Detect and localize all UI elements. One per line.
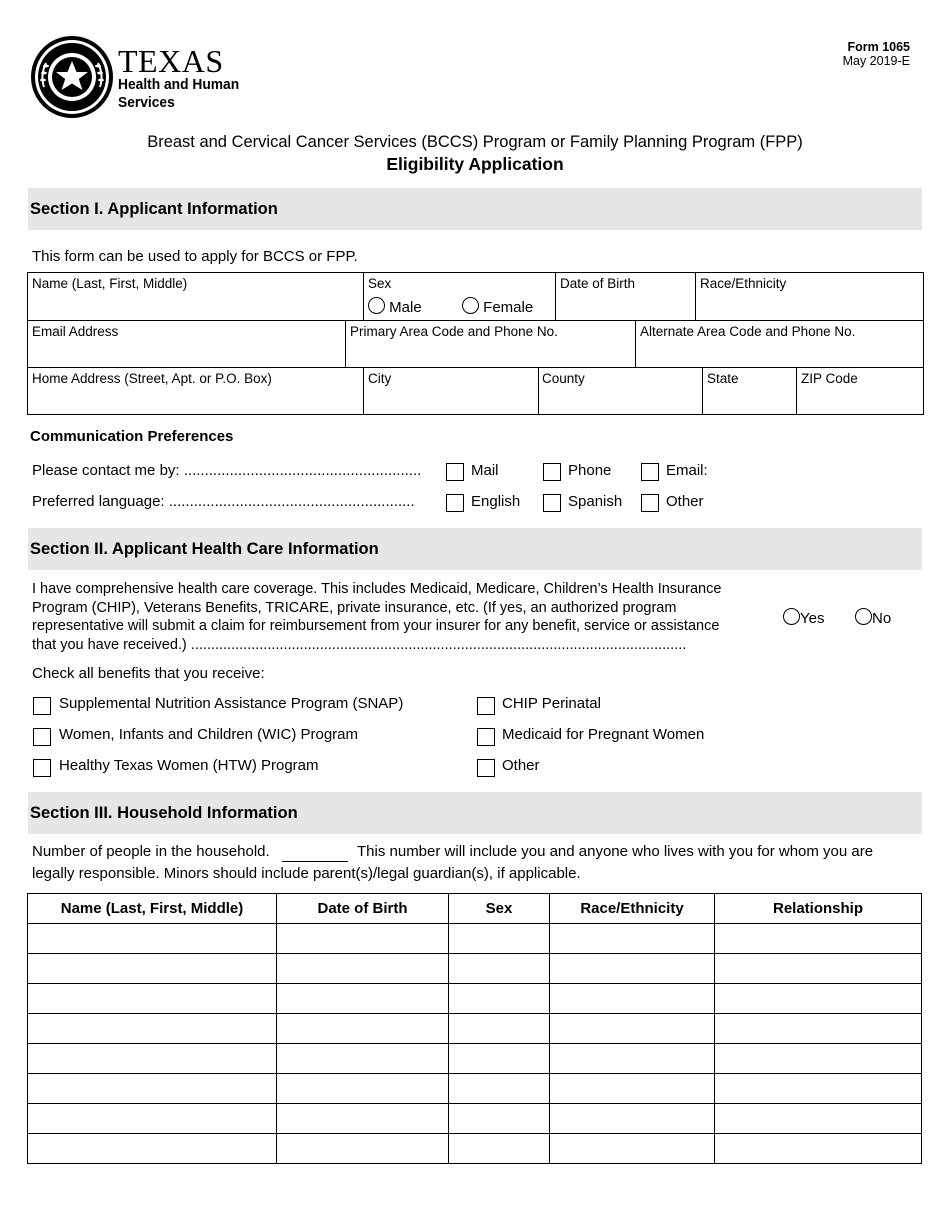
benefit-chip-perinatal-checkbox[interactable]	[477, 697, 495, 715]
male-label: Male	[389, 299, 422, 316]
table-cell[interactable]	[449, 954, 550, 984]
contact-mail-checkbox[interactable]	[446, 463, 464, 481]
table-cell[interactable]	[277, 1044, 449, 1074]
table-cell[interactable]	[28, 924, 277, 954]
coverage-yes-option[interactable]	[783, 608, 824, 627]
table-cell[interactable]	[449, 1074, 550, 1104]
female-label: Female	[483, 299, 534, 316]
table-cell[interactable]	[550, 924, 715, 954]
form-id	[843, 40, 910, 68]
section-1-intro: This form can be used to apply for BCCS or FPP.	[32, 248, 358, 265]
table-row	[28, 1104, 922, 1134]
table-cell[interactable]	[277, 984, 449, 1014]
contact-mail-label: Mail	[471, 462, 499, 479]
table-cell[interactable]	[449, 1044, 550, 1074]
language-other-label: Other	[666, 493, 704, 510]
benefit-medicaid-pregnant-checkbox[interactable]	[477, 728, 495, 746]
language-other-checkbox[interactable]	[641, 494, 659, 512]
table-cell[interactable]	[550, 1074, 715, 1104]
household-count-suffix: This number will include you and anyone who lives with you for whom you are	[357, 843, 874, 860]
table-cell[interactable]	[277, 1014, 449, 1044]
table-cell[interactable]	[449, 1014, 550, 1044]
household-note: legally responsible. Minors should include parent(s)/legal guardian(s), if applicable.	[32, 865, 581, 882]
email-field-label: Email Address	[32, 324, 119, 339]
section-3-header	[28, 792, 922, 834]
table-cell[interactable]	[277, 1074, 449, 1104]
communication-preferences-heading: Communication Preferences	[30, 428, 234, 445]
contact-phone-label: Phone	[568, 462, 612, 479]
table-cell[interactable]	[715, 954, 922, 984]
benefit-htw-checkbox[interactable]	[33, 759, 51, 777]
benefit-snap-label: Supplemental Nutrition Assistance Program (SNAP)	[59, 695, 404, 712]
benefit-wic-checkbox[interactable]	[33, 728, 51, 746]
contact-phone-checkbox[interactable]	[543, 463, 561, 481]
agency-logo-text	[118, 43, 250, 112]
table-row	[28, 1134, 922, 1164]
section-2-title: Section II. Applicant Health Care Information	[30, 540, 379, 558]
table-cell[interactable]	[28, 1074, 277, 1104]
sex-female-option[interactable]	[462, 297, 533, 316]
household-count-input[interactable]	[282, 861, 348, 862]
logo-line-services: Services	[118, 94, 175, 111]
table-cell[interactable]	[449, 1134, 550, 1164]
table-cell[interactable]	[28, 954, 277, 984]
document-title: Breast and Cervical Cancer Services (BCCS) Program or Family Planning Program (FPP)	[147, 133, 803, 151]
table-header-row	[28, 894, 922, 924]
texas-seal-logo	[30, 35, 114, 119]
table-cell[interactable]	[715, 1074, 922, 1104]
coverage-yes-radio[interactable]	[783, 608, 800, 625]
coverage-statement	[32, 580, 721, 654]
document-subtitle: Eligibility Application	[386, 154, 564, 174]
applicant-info-grid	[27, 272, 924, 415]
form-number: Form 1065	[847, 40, 910, 54]
table-cell[interactable]	[550, 954, 715, 984]
table-cell[interactable]	[277, 954, 449, 984]
column-header-sex: Sex	[449, 894, 550, 924]
logo-line-hhs: Health and Human	[118, 76, 240, 93]
home-address-label: Home Address (Street, Apt. or P.O. Box)	[32, 371, 272, 386]
table-cell[interactable]	[449, 924, 550, 954]
coverage-line: representative will submit a claim for reimbursement from your insurer for any benefit, service or assistance	[32, 618, 720, 634]
city-label: City	[368, 371, 392, 386]
name-field-label: Name (Last, First, Middle)	[32, 276, 188, 291]
table-cell[interactable]	[277, 1104, 449, 1134]
coverage-line: that you have received.) ...........................................................................................................................	[32, 636, 687, 653]
table-cell[interactable]	[550, 1044, 715, 1074]
table-cell[interactable]	[28, 1044, 277, 1074]
table-cell[interactable]	[28, 1014, 277, 1044]
sex-male-option[interactable]	[368, 297, 422, 316]
county-label: County	[542, 371, 585, 386]
column-header-race: Race/Ethnicity	[550, 894, 715, 924]
table-cell[interactable]	[277, 924, 449, 954]
coverage-line: Program (CHIP), Veterans Benefits, TRICARE, private insurance, etc. (If yes, an authorized program	[32, 599, 677, 616]
state-label: State	[707, 371, 739, 386]
logo-line-texas: TEXAS	[118, 43, 224, 79]
preferred-language-label: Preferred language: ...........................................................	[32, 493, 415, 510]
household-count-prefix: Number of people in the household.	[32, 843, 270, 860]
benefit-other-label: Other	[502, 757, 540, 774]
contact-email-checkbox[interactable]	[641, 463, 659, 481]
benefits-prompt: Check all benefits that you receive:	[32, 665, 265, 682]
section-2-header	[28, 528, 922, 570]
table-cell[interactable]	[550, 984, 715, 1014]
table-cell[interactable]	[550, 1134, 715, 1164]
table-cell[interactable]	[715, 1104, 922, 1134]
coverage-line: I have comprehensive health care coverage. This includes Medicaid, Medicare, Children’s Health Insurance	[32, 581, 722, 597]
table-row	[28, 984, 922, 1014]
table-cell[interactable]	[715, 1014, 922, 1044]
coverage-no-option[interactable]	[855, 608, 891, 627]
household-members-table	[27, 893, 922, 1164]
table-cell[interactable]	[550, 1014, 715, 1044]
table-cell[interactable]	[28, 1134, 277, 1164]
male-radio[interactable]	[368, 297, 385, 314]
column-header-name: Name (Last, First, Middle)	[28, 894, 277, 924]
table-cell[interactable]	[277, 1134, 449, 1164]
language-english-checkbox[interactable]	[446, 494, 464, 512]
section-1-title: Section I. Applicant Information	[30, 200, 278, 218]
section-1-header	[28, 188, 922, 230]
table-row	[28, 1014, 922, 1044]
benefit-htw-label: Healthy Texas Women (HTW) Program	[59, 757, 319, 774]
primary-phone-label: Primary Area Code and Phone No.	[350, 324, 558, 339]
table-cell[interactable]	[449, 984, 550, 1014]
benefit-medicaid-pregnant-label: Medicaid for Pregnant Women	[502, 726, 705, 743]
table-cell[interactable]	[28, 984, 277, 1014]
table-cell[interactable]	[715, 984, 922, 1014]
coverage-no-label: No	[872, 610, 892, 627]
language-english-label: English	[471, 493, 521, 510]
table-row	[28, 954, 922, 984]
sex-field-label: Sex	[368, 276, 392, 291]
coverage-yes-label: Yes	[800, 610, 825, 627]
language-spanish-checkbox[interactable]	[543, 494, 561, 512]
table-row	[28, 924, 922, 954]
female-radio[interactable]	[462, 297, 479, 314]
table-cell[interactable]	[715, 1134, 922, 1164]
coverage-no-radio[interactable]	[855, 608, 872, 625]
benefit-chip-perinatal-label: CHIP Perinatal	[502, 695, 601, 712]
form-date: May 2019-E	[842, 54, 910, 68]
table-cell[interactable]	[449, 1104, 550, 1134]
table-row	[28, 1044, 922, 1074]
zip-label: ZIP Code	[801, 371, 858, 386]
race-field-label: Race/Ethnicity	[700, 276, 787, 291]
table-cell[interactable]	[715, 1044, 922, 1074]
benefit-other-checkbox[interactable]	[477, 759, 495, 777]
dob-field-label: Date of Birth	[560, 276, 636, 291]
table-row	[28, 1074, 922, 1104]
table-cell[interactable]	[28, 1104, 277, 1134]
section-3-title: Section III. Household Information	[30, 804, 298, 822]
contact-method-label: Please contact me by: .........................................................	[32, 462, 422, 479]
contact-email-label: Email:	[666, 462, 708, 479]
alternate-phone-label: Alternate Area Code and Phone No.	[640, 324, 856, 339]
table-cell[interactable]	[550, 1104, 715, 1134]
column-header-dob: Date of Birth	[277, 894, 449, 924]
column-header-relationship: Relationship	[715, 894, 922, 924]
table-cell[interactable]	[715, 924, 922, 954]
benefit-snap-checkbox[interactable]	[33, 697, 51, 715]
benefit-wic-label: Women, Infants and Children (WIC) Program	[59, 726, 358, 743]
language-spanish-label: Spanish	[568, 493, 623, 510]
